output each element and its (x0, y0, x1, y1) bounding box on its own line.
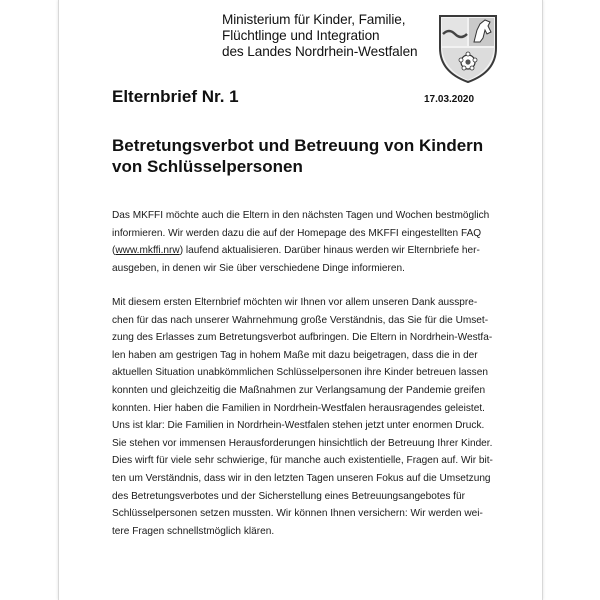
paragraph-line: Das MKFFI möchte auch die Eltern in den nächsten Tagen und Wochen bestmöglich (112, 210, 490, 221)
homepage-link[interactable]: www.mkffi.nrw (115, 245, 180, 257)
paragraph-line: Mit diesem ersten Elternbrief möchten wir Ihnen vor allem unseren Dank ausspre- (112, 297, 478, 308)
ministry-line: des Landes Nordrhein-Westfalen (222, 44, 418, 59)
link-open-paren: ( (112, 245, 116, 257)
letter-subject (112, 135, 492, 177)
ministry-name (222, 12, 432, 60)
paragraph-line: chen für das nach unserer Wahrnehmung große Verständnis, das Sie für die Umset- (112, 314, 489, 326)
paragraph-line: Dies wirft für viele sehr schwierige, für manche auch existentielle, Fragen auf. Wir bit- (112, 455, 493, 467)
letter-date: 17.03.2020 (424, 94, 475, 105)
paragraph-line: Schlüsselpersonen setzen mussten. Wir können Ihnen versichern: Wir werden wei- (112, 508, 483, 520)
paragraph-line: tere Fragen schnellstmöglich klären. (112, 525, 275, 537)
paragraph-line: ausgeben, in denen wir Sie über verschiedene Dinge informieren. (112, 262, 405, 274)
paragraph-line: ten um Verständnis, dass wir in den letzten Tagen unseren Fokus auf die Umsetzung (112, 472, 491, 484)
paragraph-line: zung des Erlasses zum Betretungsverbot aufbringen. Die Eltern in Nordrhein-Westfa- (112, 332, 493, 344)
letter-title: Elternbrief Nr. 1 (112, 87, 239, 106)
paragraph-intro (112, 207, 492, 277)
paragraph-line: konnten. Hier haben die Familien in Nordrhein-Westfalen herausragendes geleistet. (112, 402, 485, 414)
paragraph-line: len haben am gestrigen Tag in hohem Maße mit dazu beigetragen, dass die in der (112, 349, 478, 361)
subject-line: von Schlüsselpersonen (112, 157, 303, 176)
paragraph-thanks (112, 294, 492, 540)
paragraph-line: konnten und gleichzeitig die Maßnahmen zur Verlangsamung der Pandemie greifen (112, 384, 486, 396)
link-close-paren: ) (179, 245, 184, 257)
ministry-line: Ministerium für Kinder, Familie, (222, 12, 406, 27)
paragraph-line-with-link (112, 242, 492, 260)
paragraph-line: laufend aktualisieren. Darüber hinaus werden wir Elternbriefe her- (185, 245, 480, 257)
nrw-coat-of-arms-icon (436, 10, 500, 86)
paragraph-line: aktuellen Situation unabkömmlichen Schlüsselpersonen ihre Kinder betreuen lassen (112, 367, 488, 379)
paragraph-line: Sie stehen vor immensen Herausforderungen hinsichtlich der Betreuung Ihrer Kinder. (112, 437, 493, 449)
ministry-line: Flüchtlinge und Integration (222, 28, 380, 43)
paragraph-line: Uns ist klar: Die Familien in Nordrhein-Westfalen stehen jetzt unter enormen Druck. (112, 420, 485, 432)
paragraph-line: informieren. Wir werden dazu die auf der Homepage des MKFFI eingestellten FAQ (112, 227, 482, 239)
paragraph-line: des Betretungsverbotes und der Sicherstellung eines Betreuungsangebotes für (112, 490, 465, 502)
subject-line: Betretungsverbot und Betreuung von Kindern (112, 136, 484, 155)
